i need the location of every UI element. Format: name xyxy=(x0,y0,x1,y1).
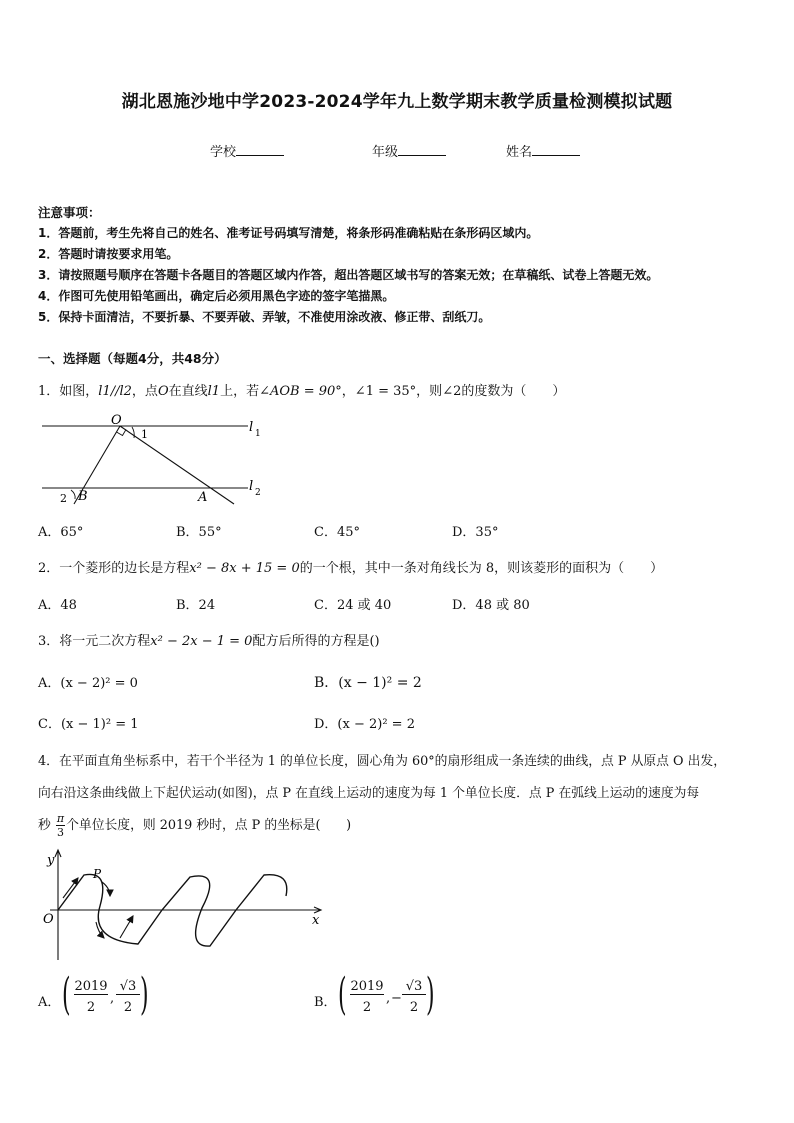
school-field[interactable] xyxy=(210,141,284,160)
question-3-stem: 3．将一元二次方程x² − 2x − 1 = 0配方后所得的方程是() xyxy=(38,634,380,649)
q2-equation: x² − 8x + 15 = 0 xyxy=(189,561,300,576)
grade-field[interactable] xyxy=(372,141,446,160)
label-x: x xyxy=(312,913,320,928)
label-angle-1: 1 xyxy=(141,428,148,441)
q1-option-c[interactable]: C．45° xyxy=(314,525,360,540)
note-item: 3．请按照题号顺序在答题卡各题目的答题区域内作答，超出答题区域书写的答案无效；在草稿纸、试卷上答题无效。 xyxy=(38,268,659,282)
note-item: 1．答题前，考生先将自己的姓名、准考证号码填写清楚，将条形码准确粘贴在条形码区域内。 xyxy=(38,226,539,240)
label-o: O xyxy=(111,413,122,428)
label-y: y xyxy=(47,853,55,868)
school-label: 学校 xyxy=(210,145,237,160)
q2-option-d[interactable]: D．48 或 80 xyxy=(452,598,530,613)
page-title: 湖北恩施沙地中学2023-2024学年九上数学期末教学质量检测模拟试题 xyxy=(121,92,673,112)
label-b: B xyxy=(78,489,88,504)
q1-option-b[interactable]: B．55° xyxy=(176,525,222,540)
note-item: 2．答题时请按要求用笔。 xyxy=(38,247,179,261)
angle-aob: ∠AOB = 90° xyxy=(259,384,342,399)
q2-option-b[interactable]: B．24 xyxy=(176,598,216,613)
q3-option-c[interactable]: C．(x − 1)² = 1 xyxy=(38,717,139,732)
label-a: A xyxy=(198,490,208,505)
label-angle-2: 2 xyxy=(60,492,67,505)
name-field[interactable] xyxy=(506,141,580,160)
note-item: 5．保持卡面清洁，不要折暴、不要弄破、弄皱，不准使用涂改液、修正带、刮纸刀。 xyxy=(38,310,491,324)
q2-option-c[interactable]: C．24 或 40 xyxy=(314,598,392,613)
q2-option-a[interactable]: A．48 xyxy=(38,598,77,613)
label-l2-sub: 2 xyxy=(255,488,261,498)
label-l1-sub: 1 xyxy=(255,429,261,439)
question-4-line-1: 4．在平面直角坐标系中，若干个半径为 1 的单位长度，圆心角为 60°的扇形组成一条连续的曲线，点 P 从原点 O 出发， xyxy=(38,754,726,769)
question-4-line-2: 向右沿这条曲线做上下起伏运动(如图)，点 P 在直线上运动的速度为每 1 个单位长度．点 P 在弧线上运动的速度为每 xyxy=(38,786,700,801)
label-l2: l xyxy=(249,479,254,494)
notes-heading: 注意事项： xyxy=(38,205,101,220)
angle-1: ∠1 = 35° xyxy=(354,384,417,399)
question-1-stem: 1．如图，l1//l2，点O在直线l1上，若∠AOB = 90°，∠1 = 35°，则∠2的度数为（ ） xyxy=(38,384,566,399)
question-1-figure xyxy=(38,410,278,510)
q1-option-d[interactable]: D．35° xyxy=(452,525,499,540)
q3-option-d[interactable]: D．(x − 2)² = 2 xyxy=(314,717,415,732)
question-2-stem: 2．一个菱形的边长是方程x² − 8x + 15 = 0的一个根，其中一条对角线长为 8，则该菱形的面积为（ ） xyxy=(38,561,664,576)
grade-label: 年级 xyxy=(372,145,399,160)
label-p: P xyxy=(93,867,102,881)
question-4-figure xyxy=(36,848,336,964)
pi-over-3-fraction: $\frac{\pi}{3}$ xyxy=(56,812,65,839)
note-item: 4．作图可先使用铅笔画出，确定后必须用黑色字迹的签字笔描黑。 xyxy=(38,289,395,303)
q1-option-a[interactable]: A．65° xyxy=(38,525,84,540)
question-4-line-3: 秒 $\frac{\pi}{3}$ 个单位长度，则 2019 秒时，点 P 的坐标是( ) xyxy=(38,812,352,839)
label-origin: O xyxy=(43,912,54,927)
q3-equation: x² − 2x − 1 = 0 xyxy=(150,634,253,649)
q3-option-b[interactable]: B．(x − 1)² = 2 xyxy=(314,675,422,691)
q3-option-a[interactable]: A．(x − 2)² = 0 xyxy=(38,676,138,691)
label-l1: l xyxy=(249,420,254,435)
section-heading: 一、选择题（每题4分，共48分） xyxy=(38,351,227,366)
parallel-expr: l1//l2 xyxy=(98,384,132,399)
name-label: 姓名 xyxy=(506,145,533,160)
